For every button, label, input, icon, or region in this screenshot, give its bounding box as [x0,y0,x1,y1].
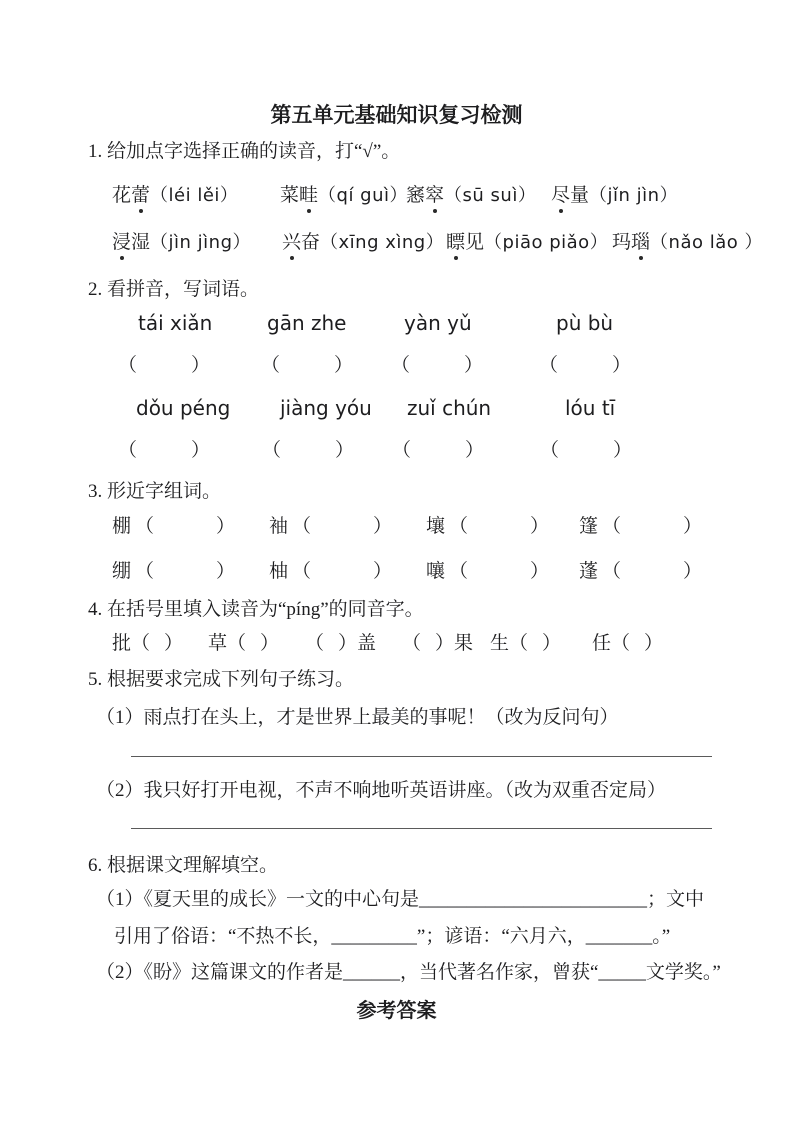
q3-cell [426,559,549,585]
paren-open: （ [602,561,622,582]
paren-open: （ [292,561,312,582]
paren-close: ） [683,516,703,537]
q3-char: 袖 [269,516,289,537]
q4-cell [402,631,473,657]
paren-close: ） [612,440,632,461]
q2-answer-parens [262,438,354,464]
q1-word-xisu [406,183,536,209]
q1-dotted-char: 蕾 [131,183,150,209]
q4-cell [490,631,561,657]
paren-open: （ [227,633,247,654]
q1-reading: （nǎo lǎo ） [650,232,763,253]
q1-word-hualei [112,183,238,209]
paren-open: （ [539,355,559,376]
q4-char: 盖 [357,633,377,654]
paren-open: （ [449,561,469,582]
q3-char: 壤 [426,516,446,537]
paren-open: （ [449,516,469,537]
q1-word-pre: 花 [112,185,132,206]
q1-word-post: 量 [570,185,590,206]
q4-char: 果 [454,633,474,654]
q2-answer-parens [540,438,632,464]
q1-dotted-char: 尽 [551,183,570,209]
paren-open: （ [391,355,411,376]
paren-close: ） [216,516,236,537]
q1-word-caiqi [280,183,408,209]
q6-sub1-line2: 引用了俗语：“不热不长，_________”；谚语：“六月六，_______。” [114,926,671,947]
q2-answer-parens [539,353,631,379]
paren-close: ） [260,633,280,654]
q3-cell [112,559,235,585]
q3-cell [269,514,392,540]
q1-word-pre: 窸 [406,185,426,206]
q1-dotted-char: 浸 [112,230,131,256]
q2-pinyin: pù bù [556,311,614,335]
q1-word-pre: 菜 [280,185,300,206]
q3-char: 篷 [579,516,599,537]
q4-char: 任 [592,633,612,654]
paren-open: （ [509,633,529,654]
paren-close: ） [530,561,550,582]
paren-close: ） [464,440,484,461]
q4-header: 4. 在括号里填入读音为“píng”的同音字。 [88,599,424,620]
q1-dotted-char: 畦 [299,183,318,209]
paren-open: （ [305,633,325,654]
q6-sub1-line1: （1）《夏天里的成长》一文的中心句是________________________；文中 [96,889,705,910]
q1-reading: （jìn jìng） [150,232,251,253]
q4-char: 生 [490,633,510,654]
q2-answer-parens [391,353,483,379]
q1-dotted-char: 窣 [425,183,444,209]
q4-char: 草 [208,633,228,654]
paren-open: （ [261,355,281,376]
paren-close: ） [190,355,210,376]
q1-reading: （qí guì） [318,185,409,206]
paren-open: （ [118,355,138,376]
q5-sub1: （1）雨点打在头上，才是世界上最美的事呢！（改为反问句） [96,707,619,728]
q5-header: 5. 根据要求完成下列句子练习。 [88,669,355,690]
q4-cell [592,631,663,657]
q5-sub2: （2）我只好打开电视，不声不响地听英语讲座。（改为双重否定局） [96,780,667,801]
paren-open: （ [118,440,138,461]
q3-char: 柚 [269,561,289,582]
paren-close: ） [542,633,562,654]
q2-answer-parens [118,438,210,464]
q2-pinyin: lóu tī [565,396,616,420]
paren-close: ） [683,561,703,582]
q2-answer-parens [118,353,210,379]
q1-word-manao [612,230,763,256]
paren-open: （ [262,440,282,461]
q1-word-post: 湿 [131,232,151,253]
q3-cell [579,514,702,540]
paren-open: （ [611,633,631,654]
q1-word-piaojian [446,230,608,256]
paren-close: ） [611,355,631,376]
q4-cell [112,631,183,657]
q3-cell [269,559,392,585]
paren-close: ） [333,355,353,376]
q2-answer-parens [261,353,353,379]
q1-header: 1. 给加点字选择正确的读音，打“√”。 [88,141,401,162]
paren-open: （ [602,516,622,537]
q1-reading: （jǐn jìn） [589,185,679,206]
q3-char: 蓬 [579,561,599,582]
q2-pinyin: dǒu péng [136,396,231,420]
paren-close: ） [434,633,454,654]
q2-pinyin: jiàng yóu [280,396,372,420]
q3-cell [426,514,549,540]
q3-char: 棚 [112,516,132,537]
q1-dotted-char: 瞟 [446,230,465,256]
paren-close: ） [216,561,236,582]
q6-header: 6. 根据课文理解填空。 [88,855,279,876]
q2-pinyin: gān zhe [267,311,347,335]
q1-word-post: 见 [465,232,485,253]
q1-reading: （léi lěi） [150,185,239,206]
paren-open: （ [292,516,312,537]
q1-reading: （sū suì） [444,185,537,206]
paren-close: ） [373,561,393,582]
paren-close: ） [164,633,184,654]
q4-cell [305,631,376,657]
q4-cell [208,631,279,657]
q2-pinyin: zuǐ chún [407,396,492,420]
paren-close: ） [530,516,550,537]
paren-open: （ [135,561,155,582]
paren-close: ） [463,355,483,376]
q3-char: 嚷 [426,561,446,582]
paren-close: ） [190,440,210,461]
q1-dotted-char: 瑙 [631,230,650,256]
paren-close: ） [334,440,354,461]
page-title: 第五单元基础知识复习检测 [270,103,523,127]
q6-sub2: （2）《盼》这篇课文的作者是______，当代著名作家，曾获“_____文学奖。” [96,962,721,983]
q2-pinyin: yàn yǔ [404,311,472,335]
q1-reading: （piāo piǎo） [484,232,609,253]
q1-word-pre: 玛 [612,232,632,253]
q2-pinyin: tái xiǎn [138,311,213,335]
paren-open: （ [131,633,151,654]
answer-blank-line [131,756,712,757]
q2-header: 2. 看拼音，写词语。 [88,279,260,300]
q2-answer-parens [392,438,484,464]
q1-reading: （xīng xìng） [320,232,445,253]
q3-cell [579,559,702,585]
paren-open: （ [540,440,560,461]
paren-open: （ [135,516,155,537]
answer-blank-line [131,828,712,829]
paren-open: （ [402,633,422,654]
q1-word-jinshi [112,230,251,256]
q3-header: 3. 形近字组词。 [88,481,222,502]
q1-dotted-char: 兴 [282,230,301,256]
q1-word-xingfen [282,230,444,256]
paren-close: ） [373,516,393,537]
q4-char: 批 [112,633,132,654]
paren-open: （ [392,440,412,461]
q1-word-jinliang [551,183,678,209]
q1-word-post: 奋 [301,232,321,253]
q3-cell [112,514,235,540]
answer-key-heading: 参考答案 [356,1000,437,1022]
q3-char: 绷 [112,561,132,582]
paren-close: ） [644,633,664,654]
paren-close: ） [337,633,357,654]
